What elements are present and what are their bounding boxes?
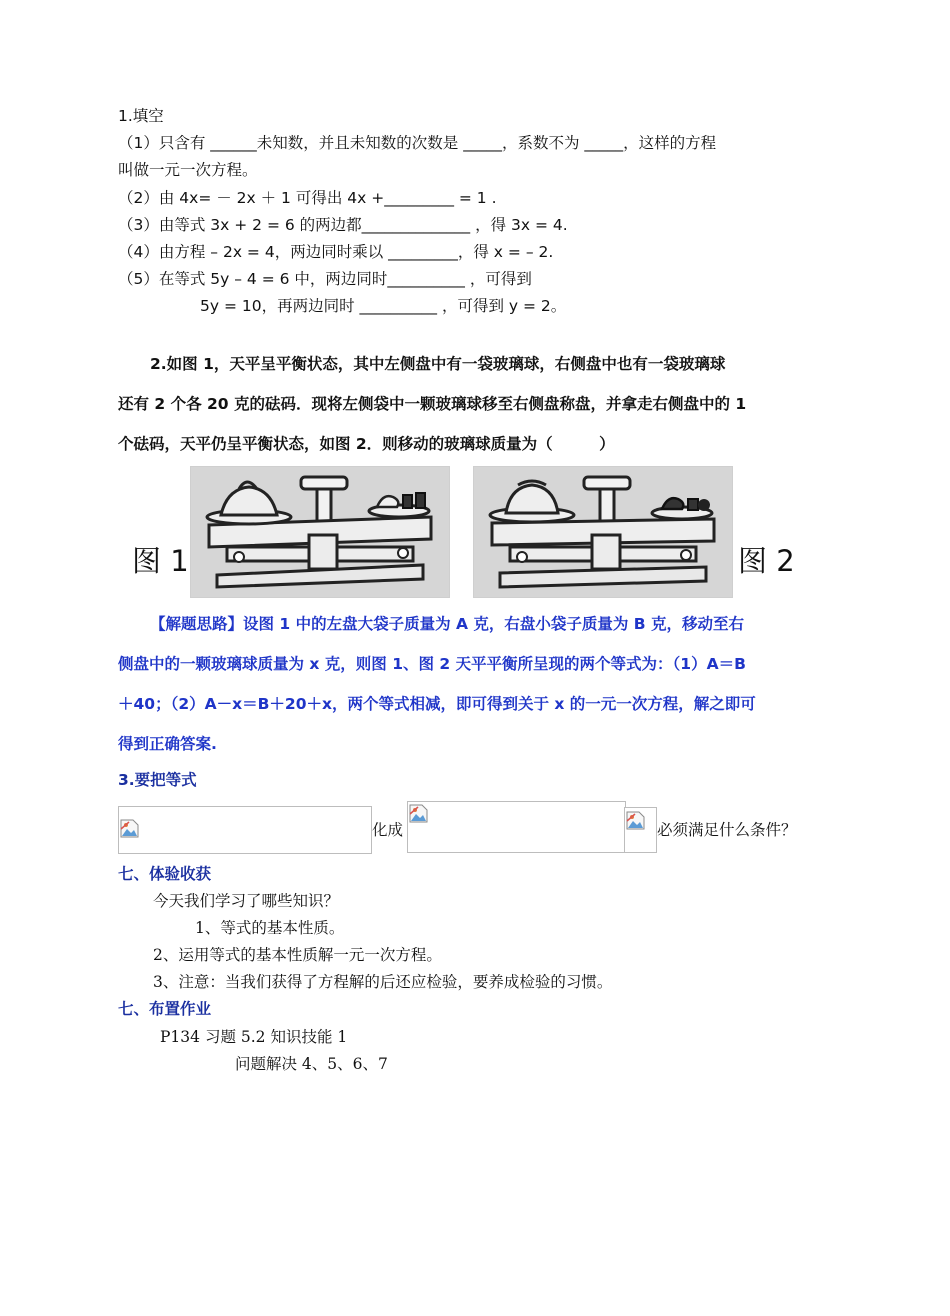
question-1-line1: （1）只含有 ______未知数，并且未知数的次数是 _____，系数不为 _____，这样的方程 bbox=[118, 134, 717, 152]
balance-scale-figure-2 bbox=[473, 466, 733, 598]
solution-line1: 【解题思路】设图 1 中的左盘大袋子质量为 A 克，右盘小袋子质量为 B 克，移动至右 bbox=[150, 615, 744, 633]
section3-suffix-text: 必须满足什么条件？ bbox=[657, 821, 797, 839]
solution-line3: ＋40；（2）A－x＝B＋20＋x，两个等式相减，即可得到关于 x 的一元一次方程，解之即可 bbox=[118, 695, 756, 713]
homework-title: 七、布置作业 bbox=[118, 1000, 212, 1018]
problem-2-line2: 还有 2 个各 20 克的砝码．现将左侧袋中一颗玻璃球移至右侧盘称盘，并拿走右侧盘中的 1 bbox=[118, 395, 747, 413]
question-1-line2: 叫做一元一次方程。 bbox=[118, 161, 258, 179]
equation-image-2 bbox=[407, 801, 626, 853]
broken-image-icon bbox=[120, 819, 139, 838]
figure-1-label: 图 1 bbox=[132, 544, 189, 578]
question-5-line2: 5y = 10，再两边同时 __________ ，可得到 y = 2。 bbox=[200, 297, 567, 315]
question-3: （3）由等式 3x + 2 = 6 的两边都______________ ，得 3x = 4. bbox=[118, 216, 568, 234]
problem-2-line3: 个砝码，天平仍呈平衡状态，如图 2．则移动的玻璃球质量为（ ） bbox=[118, 435, 615, 453]
solution-line4: 得到正确答案. bbox=[118, 735, 217, 753]
broken-image-icon bbox=[626, 811, 645, 830]
equation-image-3 bbox=[624, 807, 657, 853]
homework-line2: 问题解决 4、5、6、7 bbox=[235, 1055, 388, 1073]
problem-2-line1: 2.如图 1，天平呈平衡状态，其中左侧盘中有一袋玻璃球，右侧盘中也有一袋玻璃球 bbox=[150, 355, 726, 373]
section3-middle-text: 化成 bbox=[372, 821, 404, 839]
homework-line1: P134 习题 5.2 知识技能 1 bbox=[160, 1028, 348, 1046]
question-2: （2）由 4x= － 2x ＋ 1 可得出 4x +_________ = 1 . bbox=[118, 189, 497, 207]
harvest-title: 七、体验收获 bbox=[118, 865, 212, 883]
question-4: （4）由方程 – 2x = 4，两边同时乘以 _________，得 x = – 2. bbox=[118, 243, 554, 261]
harvest-item-1: 1、等式的基本性质。 bbox=[195, 919, 345, 937]
harvest-item-2: 2、运用等式的基本性质解一元一次方程。 bbox=[153, 946, 442, 964]
equation-image-1 bbox=[118, 806, 372, 854]
section1-title: 1.填空 bbox=[118, 107, 164, 125]
solution-line2: 侧盘中的一颗玻璃球质量为 x 克，则图 1、图 2 天平平衡所呈现的两个等式为：（1）A＝B bbox=[118, 655, 746, 673]
harvest-intro: 今天我们学习了哪些知识？ bbox=[153, 892, 340, 910]
section3-title: 3.要把等式 bbox=[118, 771, 197, 789]
broken-image-icon bbox=[409, 804, 428, 823]
harvest-item-3: 3、注意：当我们获得了方程解的后还应检验，要养成检验的习惯。 bbox=[153, 973, 613, 991]
balance-scale-figure-1 bbox=[190, 466, 450, 598]
figure-2-label: 图 2 bbox=[738, 544, 795, 578]
question-5-line1: （5）在等式 5y – 4 = 6 中，两边同时__________ ，可得到 bbox=[118, 270, 532, 288]
